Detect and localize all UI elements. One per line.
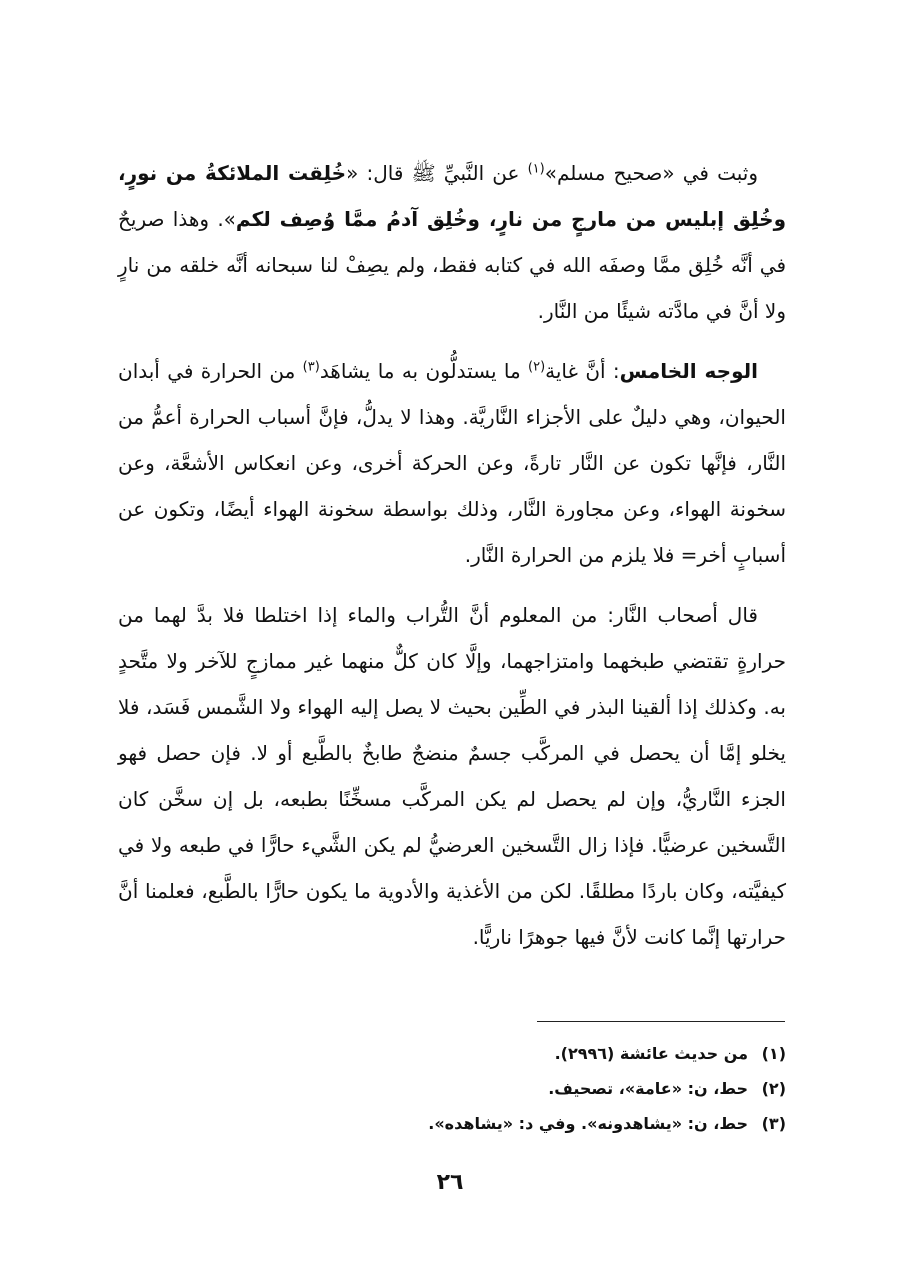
footnote-reference: (٢) xyxy=(528,359,546,375)
footnote-number: (٣) xyxy=(761,1114,786,1133)
paragraph xyxy=(118,150,786,334)
footnote-number: (١) xyxy=(761,1044,786,1063)
text-run: وثبت في «صحيح مسلم» xyxy=(544,161,759,185)
footnote xyxy=(200,1106,786,1141)
bold-text-run: خُلِقت الملائكةُ من نورٍ، وخُلِق إبليس من مارجٍ من نارٍ، وخُلِق آدمُ ممَّا وُصِف لكم xyxy=(118,161,787,231)
paragraph xyxy=(118,348,786,578)
footnote-reference: (٣) xyxy=(302,359,320,375)
footnotes xyxy=(200,1036,786,1141)
bold-text-run: الوجه الخامس xyxy=(619,359,758,383)
footnote xyxy=(200,1036,786,1071)
footnote-number: (٢) xyxy=(761,1079,786,1098)
footnote-reference: (١) xyxy=(527,161,545,177)
text-run: ». وهذا صريحٌ في أنَّه خُلِق ممَّا وصفَه الله في كتابه فقط، ولم يصِفْ لنا سبحانه أنَّه خلقه من نارٍ ولا أنَّ في مادَّته شيئًا من النَّار. xyxy=(118,207,786,323)
footnote-separator xyxy=(537,1021,785,1022)
footnote-text: حط، ن: «يشاهدونه». وفي د: «يشاهده». xyxy=(428,1114,748,1133)
text-run: من الحرارة في أبدان الحيوان، وهي دليلٌ على الأجزاء النَّاريَّة. وهذا لا يدلُّ، فإنَّ أسباب الحرارة أعمُّ من النَّار، فإنَّها تكون عن النَّار تارةً، وعن الحركة أخرى، وعن انعكاس الأشعَّة، وعن سخونة الهواء، وعن مجاورة النَّار، وذلك بواسطة سخونة الهواء أيضًا، وتكون عن أسبابٍ أخر= فلا يلزم من الحرارة النَّار. xyxy=(118,359,786,567)
text-run: عن النَّبيِّ ﷺ قال: « xyxy=(346,161,528,185)
text-run: ما يستدلُّون به ما يشاهَد xyxy=(319,359,528,383)
text-run: : أنَّ غاية xyxy=(545,359,620,383)
footnote-text: حط، ن: «عامة»، تصحيف. xyxy=(548,1079,748,1098)
main-text xyxy=(118,150,786,974)
page-number: ٢٦ xyxy=(436,1170,464,1195)
paragraph xyxy=(118,592,786,960)
footnote xyxy=(200,1071,786,1106)
footnote-text: من حديث عائشة (٢٩٩٦). xyxy=(554,1044,748,1063)
text-run: قال أصحاب النَّار: من المعلوم أنَّ التُّراب والماء إذا اختلطا فلا بدَّ لهما من حرارةٍ تقتضي طبخهما وامتزاجهما، وإلَّا كان كلٌّ منهما غير ممازجٍ للآخر ولا متَّحدٍ به. وكذلك إذا ألقينا البذر في الطِّين بحيث لا يصل إليه الهواء ولا الشَّمس فَسَد، فلا يخلو إمَّا أن يحصل في المركَّب جسمٌ منضجٌ طابخٌ بالطَّبع أو لا. فإن حصل فهو الجزء النَّاريُّ، وإن لم يحصل لم يكن المركَّب مسخِّنًا بطبعه، بل إن سخَّن كان التَّسخين عرضيًّا. فإذا زال التَّسخين العرضيُّ لم يكن الشَّيء حارًّا في طبعه ولا في كيفيَّته، وكان باردًا مطلقًا. لكن من الأغذية والأدوية ما يكون حارًّا بالطَّبع، فعلمنا أنَّ حرارتها إنَّما كانت لأنَّ فيها جوهرًا ناريًّا. xyxy=(118,603,786,949)
